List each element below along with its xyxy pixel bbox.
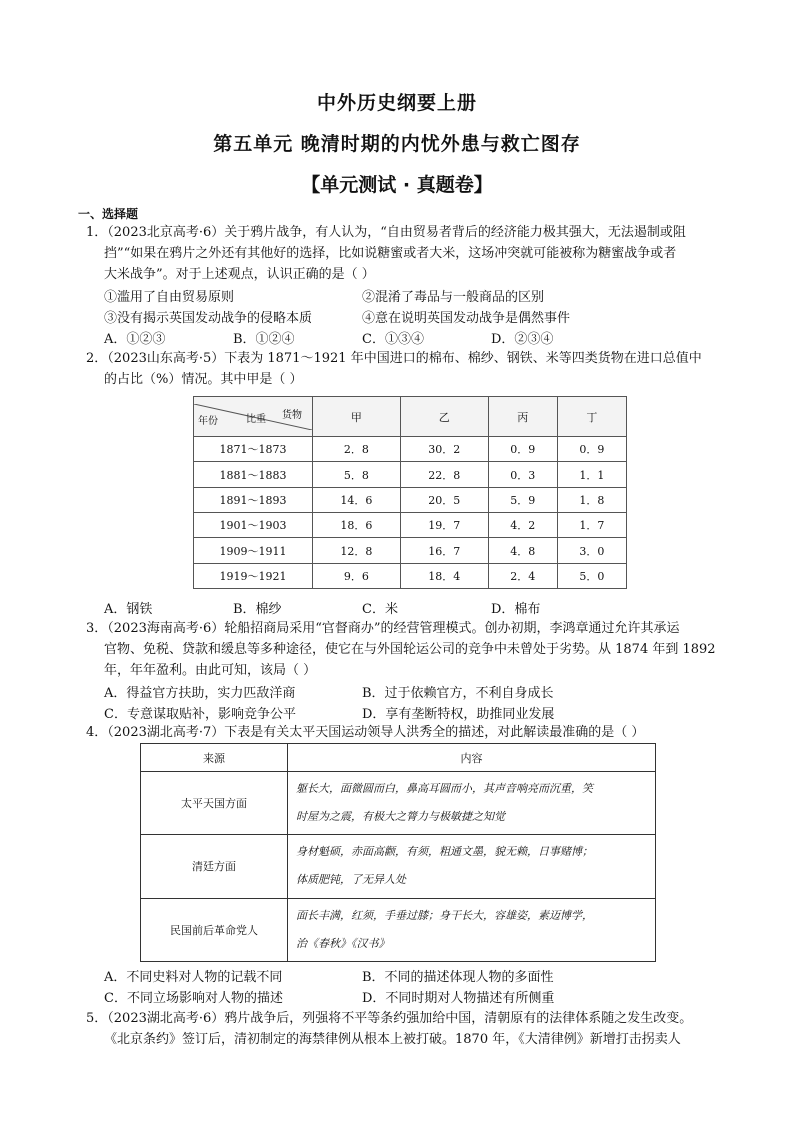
row-content: [288, 772, 656, 835]
q2-option-c[interactable]: C．米: [362, 602, 398, 617]
cell-value: 2．4: [488, 563, 557, 588]
row-content-line: 面长丰满，红须，手垂过膝；身干长大，容雄姿，素迈博学，: [296, 908, 593, 922]
q3-option-d[interactable]: D．享有垄断特权，助推同业发展: [362, 707, 555, 722]
q2-option-b[interactable]: B．棉纱: [233, 602, 282, 617]
row-year: 1901～1903: [194, 513, 313, 538]
row-content-line: 体质肥钝，了无异人处: [296, 873, 406, 887]
cell-value: 1．1: [557, 462, 626, 487]
cell-value: 0．9: [488, 437, 557, 462]
q4-option-b[interactable]: B．不同的描述体现人物的多面性: [362, 970, 554, 985]
q1-option-c[interactable]: C．①③④: [362, 332, 424, 347]
cell-value: 5．8: [313, 462, 401, 487]
q1-option-b[interactable]: B．①②④: [233, 332, 295, 347]
q1-option-a[interactable]: A．①②③: [104, 332, 166, 347]
table-row: [141, 898, 656, 961]
q3-line1: 3．（2023海南高考·6）轮船招商局采用“官督商办”的经营管理模式。创办初期，李鸿章通过允许其承运: [86, 621, 680, 636]
q1-line1: 1．（2023北京高考·6）关于鸦片战争，有人认为，“自由贸易者背后的经济能力极其强大，无法遏制或阻: [86, 225, 686, 240]
table-row: [194, 437, 627, 462]
q1-statement-4: ④意在说明英国发动战争是偶然事件: [362, 311, 571, 326]
cell-value: 1．8: [557, 487, 626, 512]
cell-value: 5．0: [557, 563, 626, 588]
row-year: 1881～1883: [194, 462, 313, 487]
row-content-line: 时屋为之震，有极大之膂力与极敏捷之知觉: [296, 810, 505, 824]
q3-line3: 年，年年盈利。由此可知，该局（ ）: [104, 663, 317, 678]
table-row: [194, 563, 627, 588]
table-header-row: [194, 397, 627, 437]
row-source: 民国前后革命党人: [141, 898, 288, 961]
column-header-content: 内容: [288, 744, 656, 772]
q1-line3: 大米战争”。对于上述观点，认识正确的是（ ）: [104, 267, 375, 282]
q3-option-b[interactable]: B．过于依赖官方，不利自身成长: [362, 686, 554, 701]
q2-option-d[interactable]: D．棉布: [491, 602, 541, 617]
cell-value: 1．7: [557, 513, 626, 538]
cell-value: 4．8: [488, 538, 557, 563]
cell-value: 0．3: [488, 462, 557, 487]
row-source: 清廷方面: [141, 835, 288, 898]
row-year: 1919～1921: [194, 563, 313, 588]
q2-line2: 的占比（%）情况。其中甲是（ ）: [104, 372, 303, 387]
row-content-line: 治《春秋》《汉书》: [296, 936, 390, 950]
unit-title: 第五单元 晚清时期的内忧外患与救亡图存: [213, 133, 581, 155]
cell-value: 5．9: [488, 487, 557, 512]
row-content: [288, 898, 656, 961]
q1-line2: 挡”“如果在鸦片之外还有其他好的选择，比如说糖蜜或者大米，这场冲突就可能被称为糖蜜战争或者: [104, 246, 677, 261]
column-header-jia: 甲: [313, 397, 401, 437]
cell-value: 9．6: [313, 563, 401, 588]
q4-option-d[interactable]: D．不同时期对人物描述有所侧重: [362, 991, 555, 1006]
cell-value: 0．9: [557, 437, 626, 462]
q2-option-a[interactable]: A．钢铁: [104, 602, 153, 617]
table-row: [194, 538, 627, 563]
table-row: [194, 513, 627, 538]
q5-line1: 5．（2023湖北高考·6）鸦片战争后，列强将不平等条约强加给中国，清朝原有的法律体系随之发生改变。: [86, 1011, 693, 1026]
q4-option-a[interactable]: A．不同史料对人物的记载不同: [104, 970, 283, 985]
section-heading: 一、选择题: [78, 207, 139, 221]
table-row: [194, 487, 627, 512]
cell-value: 2．8: [313, 437, 401, 462]
row-year: 1909～1911: [194, 538, 313, 563]
import-share-table: [193, 396, 627, 589]
column-header-yi: 乙: [400, 397, 488, 437]
column-header-ding: 丁: [557, 397, 626, 437]
q3-line2: 官物、免税、贷款和缓息等多种途径，使它在与外国轮运公司的竞争中未曾处于劣势。从 1874 年到 1892: [104, 642, 716, 657]
cell-value: 22．8: [400, 462, 488, 487]
row-content-line: 身材魁硕，赤面高颧，有须，粗通文墨，貌无赖，日事赌博；: [296, 845, 593, 859]
cell-value: 30．2: [400, 437, 488, 462]
column-header-bing: 丙: [488, 397, 557, 437]
book-title: 中外历史纲要上册: [316, 92, 477, 114]
hong-xiuquan-table: [140, 743, 656, 962]
cell-value: 18．4: [400, 563, 488, 588]
q2-line1: 2．（2023山东高考·5）下表为 1871～1921 年中国进口的棉布、棉纱、钢铁、米等四类货物在进口总值中: [86, 351, 702, 366]
table-header-row: [141, 744, 656, 772]
table-row: [141, 835, 656, 898]
column-header-source: 来源: [141, 744, 288, 772]
q5-line2: 《北京条约》签订后，清初制定的海禁律例从根本上被打破。1870 年，《大清律例》新增打击拐卖人: [104, 1032, 681, 1047]
cell-value: 14．6: [313, 487, 401, 512]
row-source: 太平天国方面: [141, 772, 288, 835]
test-subtitle: 【单元测试 · 真题卷】: [301, 174, 493, 196]
row-content: [288, 835, 656, 898]
corner-year-label: 年份: [198, 415, 218, 427]
q1-option-d[interactable]: D．②③④: [491, 332, 554, 347]
cell-value: 18．6: [313, 513, 401, 538]
cell-value: 4．2: [488, 513, 557, 538]
q1-statement-1: ①滥用了自由贸易原则: [104, 290, 235, 305]
corner-ratio-label: 比重: [246, 413, 266, 425]
q3-option-a[interactable]: A．得益官方扶助，实力匹敌洋商: [104, 686, 296, 701]
q4-option-c[interactable]: C．不同立场影响对人物的描述: [104, 991, 283, 1006]
corner-goods-label: 货物: [282, 409, 302, 421]
q3-option-c[interactable]: C．专意谋取贴补，影响竞争公平: [104, 707, 296, 722]
row-content-line: 躯长大，面微圆而白，鼻高耳圆而小，其声音响亮而沉重，笑: [296, 782, 593, 796]
cell-value: 3．0: [557, 538, 626, 563]
q1-statement-3: ③没有揭示英国发动战争的侵略本质: [104, 311, 313, 326]
cell-value: 16．7: [400, 538, 488, 563]
table-corner-cell: [194, 397, 313, 437]
cell-value: 19．7: [400, 513, 488, 538]
cell-value: 12．8: [313, 538, 401, 563]
q4-line1: 4．（2023湖北高考·7）下表是有关太平天国运动领导人洪秀全的描述，对此解读最准确的是（ ）: [86, 725, 645, 740]
row-year: 1871～1873: [194, 437, 313, 462]
table-row: [141, 772, 656, 835]
row-year: 1891～1893: [194, 487, 313, 512]
cell-value: 20．5: [400, 487, 488, 512]
table-row: [194, 462, 627, 487]
q1-statement-2: ②混淆了毒品与一般商品的区别: [362, 290, 545, 305]
